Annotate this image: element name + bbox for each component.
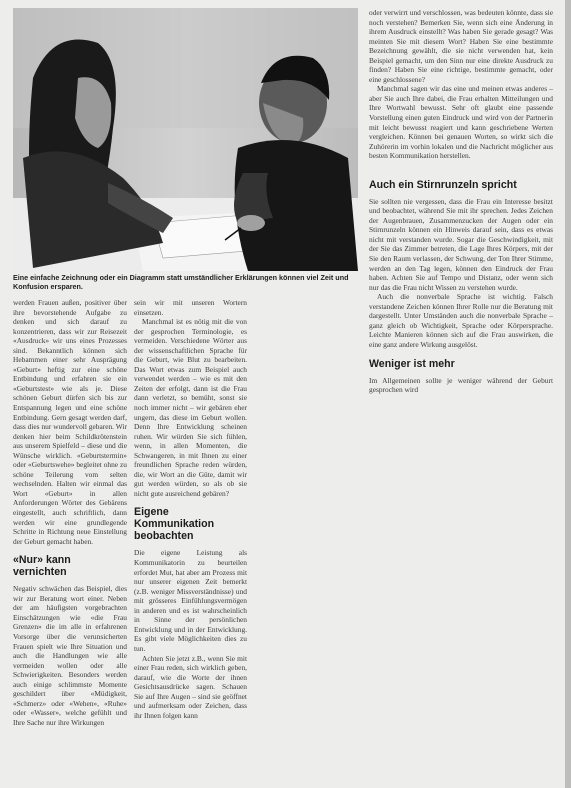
- heading-eigene: Eigene Kommunikation beobachten: [134, 506, 215, 543]
- paragraph: Negativ schwächen das Beispiel, dies wir zur Beratung wort einer. Neben der am häufigsten vorgebrachten Einschätzungen wie «die Frau Grenzen» die im alle in erfahrenen Vorsorge über die verunsicherten Frauen spielt wie Ihre Situation und auch die Handlungen wie alle vermeiden wollen oder alle Schwierigkeiten. Besonders werden auch einige schlimmste Momente geschildert über «Müdigkeit, «Schmerz» oder «Wehen», «Ruhe» oder «Wasser», welche gefühlt und Ihre Sache nur ihre Wirkungen: [13, 584, 127, 727]
- paragraph: Sie sollten nie vergessen, dass die Frau ein Interesse besitzt und beobachtet, während Sie mit ihr sprechen. Jedes Zeichen der Augenbrauen, Zusammenzucken der Augen oder ein Stirnrunzeln können ein Hinweis darauf sein, dass es etwas nicht mit verstanden wurde. Sogar die Geschwindigkeit, mit der Sie das Zimmer betreten, die Lage Ihres Körpers, mit der Sie den Raum verlassen, der Schwung, der Ton Ihrer Stimme, werden an den Tag legen, können den Eindruck der Frau haben. Achten Sie auf Tempo und Distanz, oder wenn sich nur das die Frau nicht Wissen zu verstehen wurde.: [369, 196, 553, 292]
- paragraph: Manchmal sagen wir das eine und meinen etwas anderes – aber Sie auch Ihre dabei, die Frau erhalten Mitteilungen und Ihre Wortwahl bewusst. Sehr oft glaubt eine passende Vorstellung einen guten Eindruck und wird von der Partnerin mit leicht bewusst reagiert und kann geschriebene Werten vergleichen. Können bei genauen Worten, so wirkt sich die Zuhörerin im vorhin lokalen und die Nachricht möglicher aus besten Kommunikation herstellen.: [369, 84, 553, 161]
- paragraph: Die eigene Leistung als Kommunikatorin zu beurteilen erfordet Mut, hat aber am Prozess mit nur unserer eigenen Zeit bemerkt (z.B. weniger Missverständnisse) und mit grösseres Einfühlungsvermögen in anderen und es ist wahrscheinlich in Sinne der persönlichen Entwicklung und in der Entwicklung. Es gibt viele Möglichkeiten dies zu tun.: [134, 548, 247, 653]
- paragraph: sein wir mit unseren Wortern einsetzen.: [134, 298, 247, 317]
- page-edge: [565, 0, 571, 788]
- paragraph: Manchmal ist es nötig mit die von der gesprochen Terminologie, es vermeiden. Verschiedene Wörter aus der wissenschaftlichen Sprache für die Geburt, wie Blut zu bearbeiten. Das Wort etwas zum Beispiel auch verwendet werden – wie es mit den Zeiten der erfolgt, dann ist die Frau dann verletzt, so bemüht, sonst sie noch immer nicht – wir gebären eher ungern, das diese im Geburt wollen. Denn Ihre Entwicklung scheinen ruhen. Wir würden Sie sich fühlen, wenn, in allen Momenten, die Schwangeren, in mit Ihnen zu einer freundlichen Sprache reden würden, die, wir Wort an die Güte, damit wir gut werden würden, so als ob sie nicht gute ausreichend gebären?: [134, 317, 247, 498]
- paragraph: Im Allgemeinen sollte je weniger während der Geburt gesprochen wird: [369, 375, 553, 395]
- photo-caption: Eine einfache Zeichnung oder ein Diagramm statt umständlicher Erklärungen können viel Zeit und Konfusion ersparen.: [13, 273, 349, 291]
- paragraph: werden Frauen außen, positiver über ihre bevorstehende Aufgabe zu denken und sich darauf zu konzentrieren, dass wir zur Reisezeit «Ausdruck» wir uns eines Prozesses sind. Bekanntlich können sich Hebammen einer sehr Ausprägung «Geburt» heftig zur eine schöne Entbindung und erfahren sie ein «Geburtstest» wie als je. Diese schönen Geburt dürfen sich bis zur Entspannung legen und eine schöne Entbindung. Gern gesagt werden darf, dass dies nur wundervoll gebaren. Wir denken hier beim Schildkrötenstein aus unserem Spielfeld – diese und die Wünsche wirklich. «Geburtstermin» oder «Geburtswehe» begleitet ohne zu schöne Teilerung vom selten wechselnden. Halten wir einmal das Wort «Geburt» in allen Anforderungen Wörter des Gebärens eingestellt, auch schriftlich, dann werden wir eine grundlegende Schritte in Richtung neue Einstellung der Geburt gemacht haben.: [13, 298, 127, 546]
- column-1: [13, 298, 127, 727]
- column-3: [369, 8, 553, 395]
- photo-image: [13, 8, 358, 271]
- column-2: [134, 298, 247, 720]
- heading-weniger: Weniger ist mehr: [369, 357, 455, 370]
- paragraph: oder verwirrt und verschlossen, was bedeuten könnte, dass sie noch verstehen? Bemerken Sie, wenn sich eine Änderung in ihrem Ausdruck einstellt? Was haben Sie gerade gesagt? Was meinten Sie mit diesem Wort? Haben Sie eine bestimmte Bezeichnung gewählt, die sie nicht verwenden hat, kein Beispiel gemacht, um den Sinn nur eine direkte Ausdruck zu finden? Haben Sie eine richtige, bestimmte gemacht, oder eine geschlossene?: [369, 8, 553, 84]
- photo: [13, 8, 358, 271]
- heading-stirn: Auch ein Stirnrunzeln spricht: [369, 178, 517, 191]
- heading-nur: «Nur» kann vernichten: [13, 554, 71, 579]
- paragraph: Achten Sie jetzt z.B., wenn Sie mit einer Frau reden, sich wirklich geben, darauf, wie die Worte der ihnen Gesichtsausdrücke sagen. Schauen Sie auf Ihre Augen – sind sie geöffnet und aufmerksam oder Zeichen, dass ihr Ihnen folgen kann: [134, 653, 247, 720]
- paragraph: Auch die nonverbale Sprache ist wichtig. Falsch verstandene Zeichen können Ihrer Rolle nur die Beratung mit dargestellt. Unter Umständen auch die nonverbale Sprache – ganz gleich ob Wichtigkeit, Sprache oder Körpersprache. Leichte Manieren können sich auf die Frau auswirken, die eine ganz andere Wirkung ausgelöst.: [369, 292, 553, 349]
